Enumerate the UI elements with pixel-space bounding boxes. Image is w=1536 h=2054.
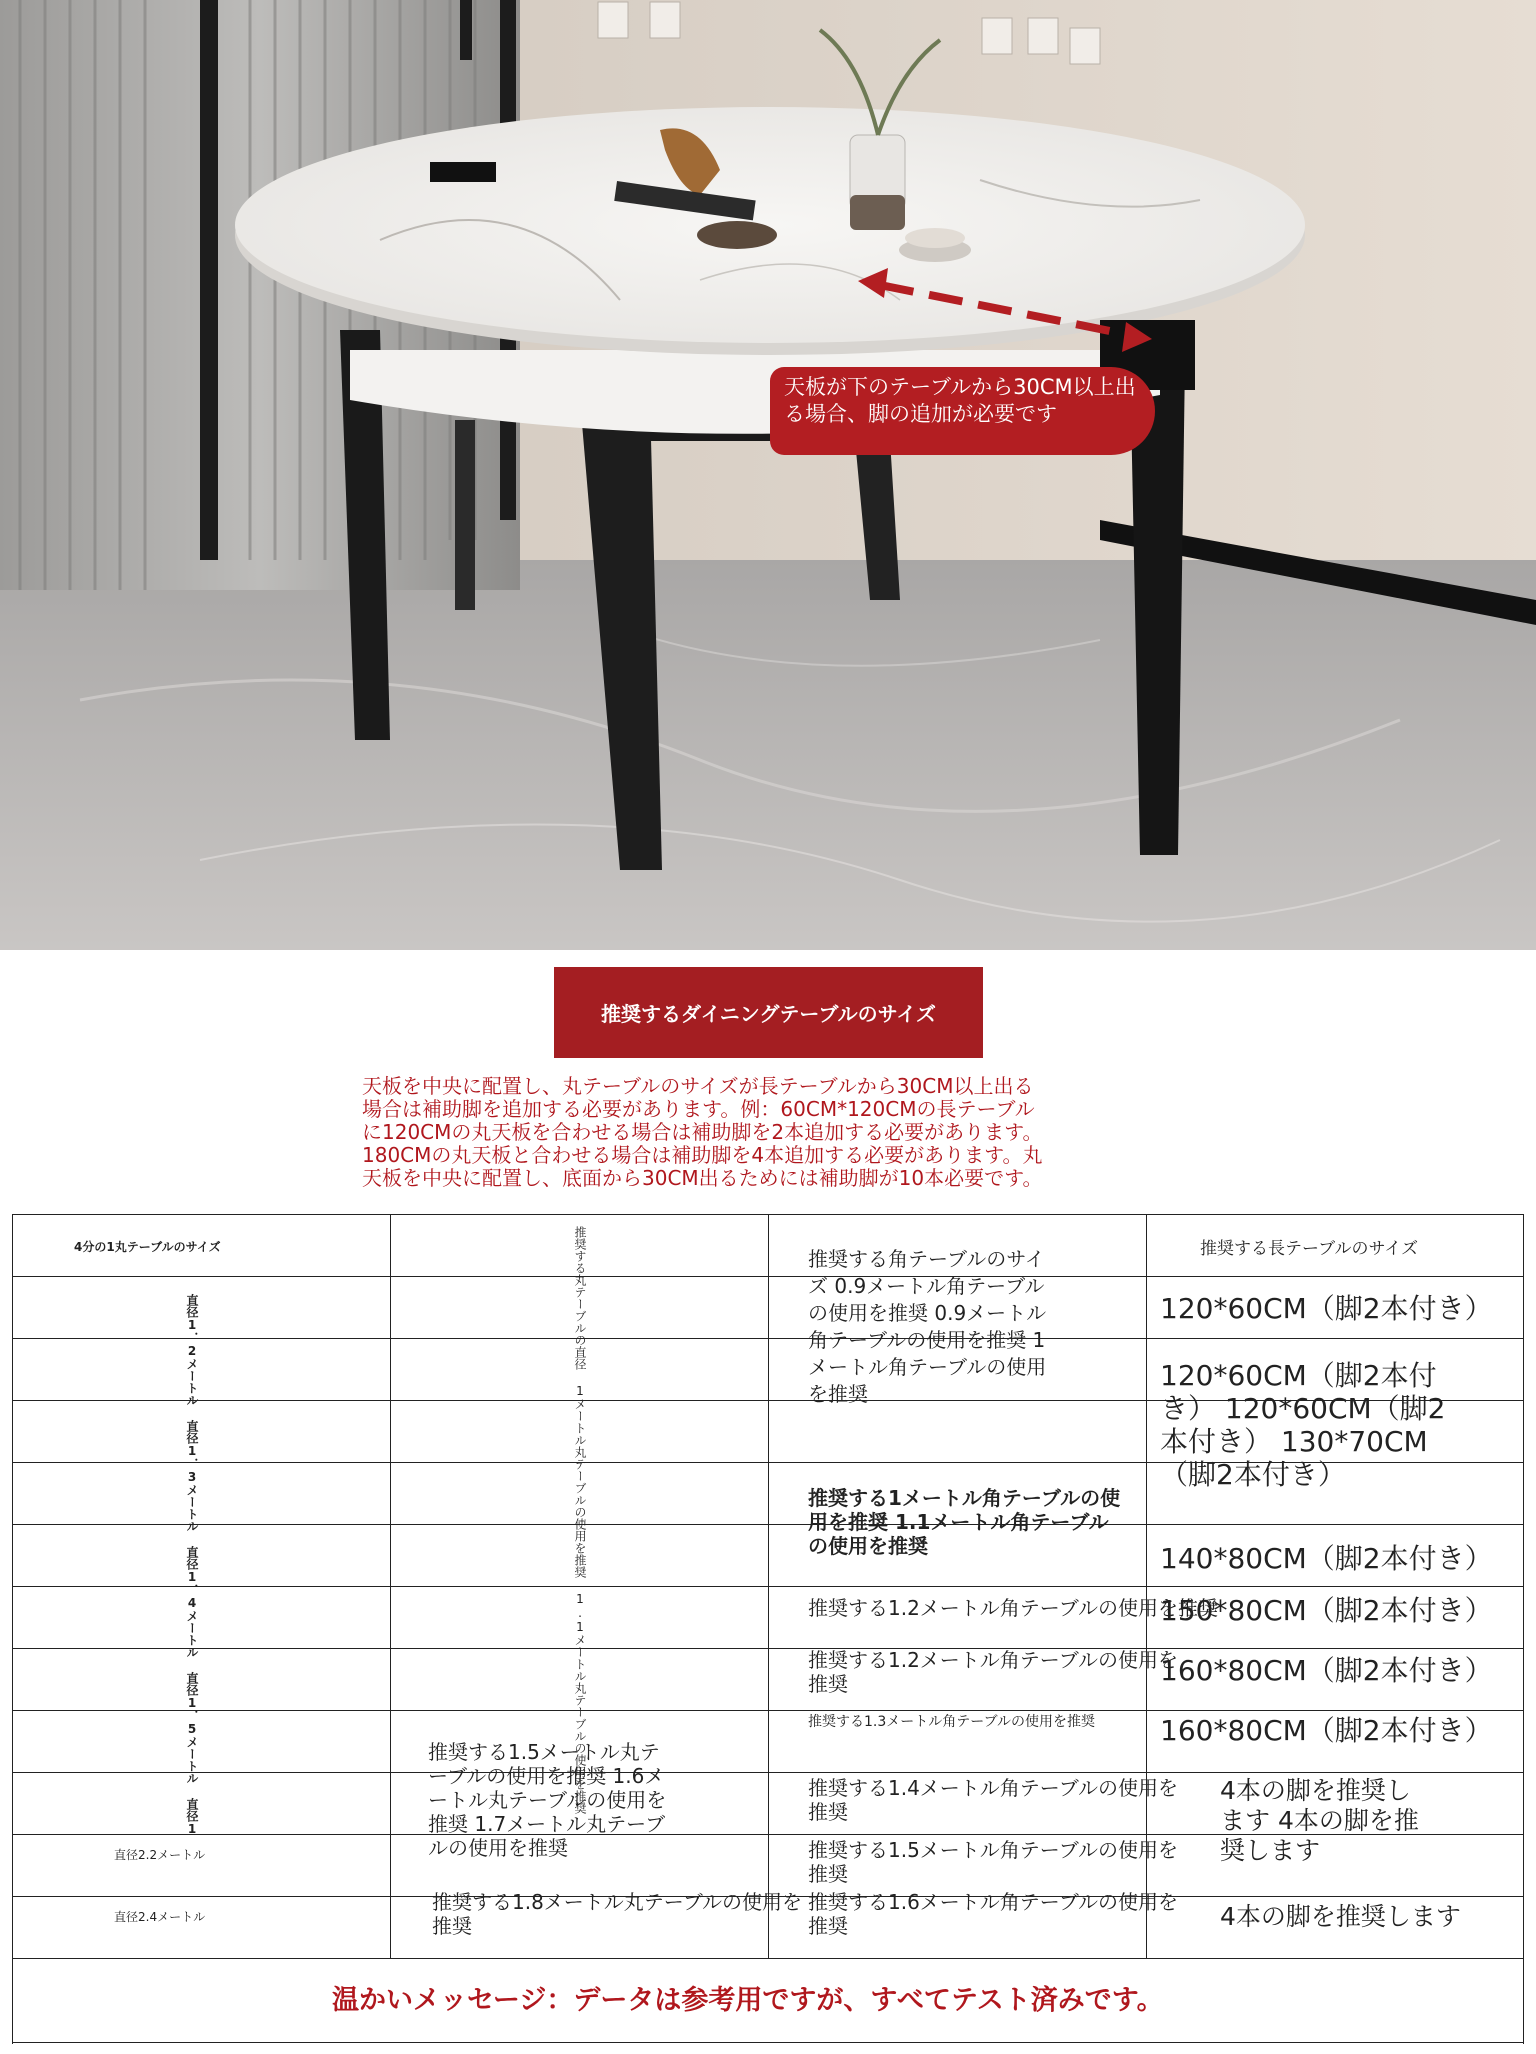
col4-row-long-4: 150*80CM（脚2本付き） (1160, 1594, 1493, 1627)
col3-row-square-1-6: 推奨する1.6メートル角テーブルの使用を推奨 (808, 1890, 1179, 1938)
table-rule (390, 1214, 391, 1958)
table-rule (12, 1958, 1524, 1959)
col3-row-square-1-4: 推奨する1.4メートル角テーブルの使用を推奨 (808, 1776, 1179, 1824)
col2-row-round-1-5: 推奨する1.5メートル丸テーブルの使用を推奨 1.6メートル丸テーブルの使用を推奨 1.7メートル丸テーブルの使用を推奨 (428, 1740, 667, 1860)
col4-row-long-5: 160*80CM（脚2本付き） (1160, 1654, 1493, 1687)
leg-notice-callout (770, 367, 1155, 455)
intro-line: に120CMの丸天板を合わせる場合は補助脚を2本追加する必要があります。 (362, 1120, 1043, 1144)
section-banner (554, 967, 983, 1058)
col4-row-long-2: 120*60CM（脚2本付き） 120*60CM（脚2本付き） 130*70CM（脚2本付き） (1160, 1359, 1446, 1491)
col1-diameter-vertical: 直径1．2メートル 直径1．3メートル 直径1．4メートル 直径1．5メートル 直径1 (185, 1294, 199, 1836)
col4-row-long-3: 140*80CM（脚2本付き） (1160, 1542, 1493, 1575)
col4-row-long-1: 120*60CM（脚2本付き） (1160, 1292, 1493, 1325)
table-rule (12, 2042, 1524, 2043)
col4-row-four-legs-a: 4本の脚を推奨します 4本の脚を推奨します (1220, 1776, 1419, 1865)
header-square-table-size: 推奨する角テーブルのサイズ 0.9メートル角テーブルの使用を推奨 0.9メートル角テーブルの使用を推奨 1メートル角テーブルの使用を推奨 (808, 1247, 1047, 1406)
col3-row-square-1-2b: 推奨する1.2メートル角テーブルの使用を推奨 (808, 1648, 1179, 1696)
intro-line: 天板を中央に配置し、底面から30CM出るためには補助脚が10本必要です。 (362, 1166, 1043, 1190)
table-rule (768, 1214, 769, 1958)
intro-line: 場合は補助脚を追加する必要があります。例：60CM*120CMの長テーブル (362, 1097, 1035, 1121)
col3-row-square-1-2a: 推奨する1.2メートル角テーブルの使用を推奨 (808, 1596, 1219, 1620)
col3-row-square-1-3: 推奨する1.3メートル角テーブルの使用を推奨 (808, 1714, 1096, 1730)
col1-row-diameter-2-2: 直径2.2メートル (114, 1848, 206, 1862)
dining-table-scene (0, 0, 1536, 950)
header-quarter-round-size: 4分の1丸テーブルのサイズ (74, 1240, 221, 1254)
intro-line: 180CMの丸天板と合わせる場合は補助脚を4本追加する必要があります。丸 (362, 1143, 1043, 1167)
col1-row-diameter-2-4: 直径2.4メートル (114, 1910, 206, 1924)
col3-row-square-1-5: 推奨する1.5メートル角テーブルの使用を推奨 (808, 1838, 1179, 1886)
col3-row-square-1-0: 推奨する1メートル角テーブルの使用を推奨 1.1メートル角テーブルの使用を推奨 (808, 1486, 1121, 1558)
callout-text: 天板が下のテーブルから30CM以上出る場合、脚の追加が必要です (784, 375, 1136, 426)
size-table (12, 1214, 1524, 2044)
banner-title: 推奨するダイニングテーブルのサイズ (601, 1002, 936, 1026)
intro-paragraph (362, 1075, 1174, 1190)
table-rule (1523, 1214, 1524, 2044)
col4-row-long-6: 160*80CM（脚2本付き） (1160, 1714, 1493, 1747)
col2-round-diameter-vertical: 推奨する丸テーブルの直径 1メートル丸テーブルの使用を推奨 1.1メートル丸テーブルの使用を推奨 (573, 1226, 587, 1814)
product-photo (0, 0, 1536, 950)
table-rule (12, 1214, 13, 2044)
col4-row-four-legs-b: 4本の脚を推奨します (1220, 1902, 1461, 1931)
footer-message: 温かいメッセージ：データは参考用ですが、すべてテスト済みです。 (332, 1985, 1164, 2016)
header-long-table-size: 推奨する長テーブルのサイズ (1200, 1239, 1419, 1259)
intro-line: 天板を中央に配置し、丸テーブルのサイズが長テーブルから30CM以上出る (362, 1074, 1034, 1098)
col2-row-round-1-8: 推奨する1.8メートル丸テーブルの使用を推奨 (432, 1890, 803, 1938)
